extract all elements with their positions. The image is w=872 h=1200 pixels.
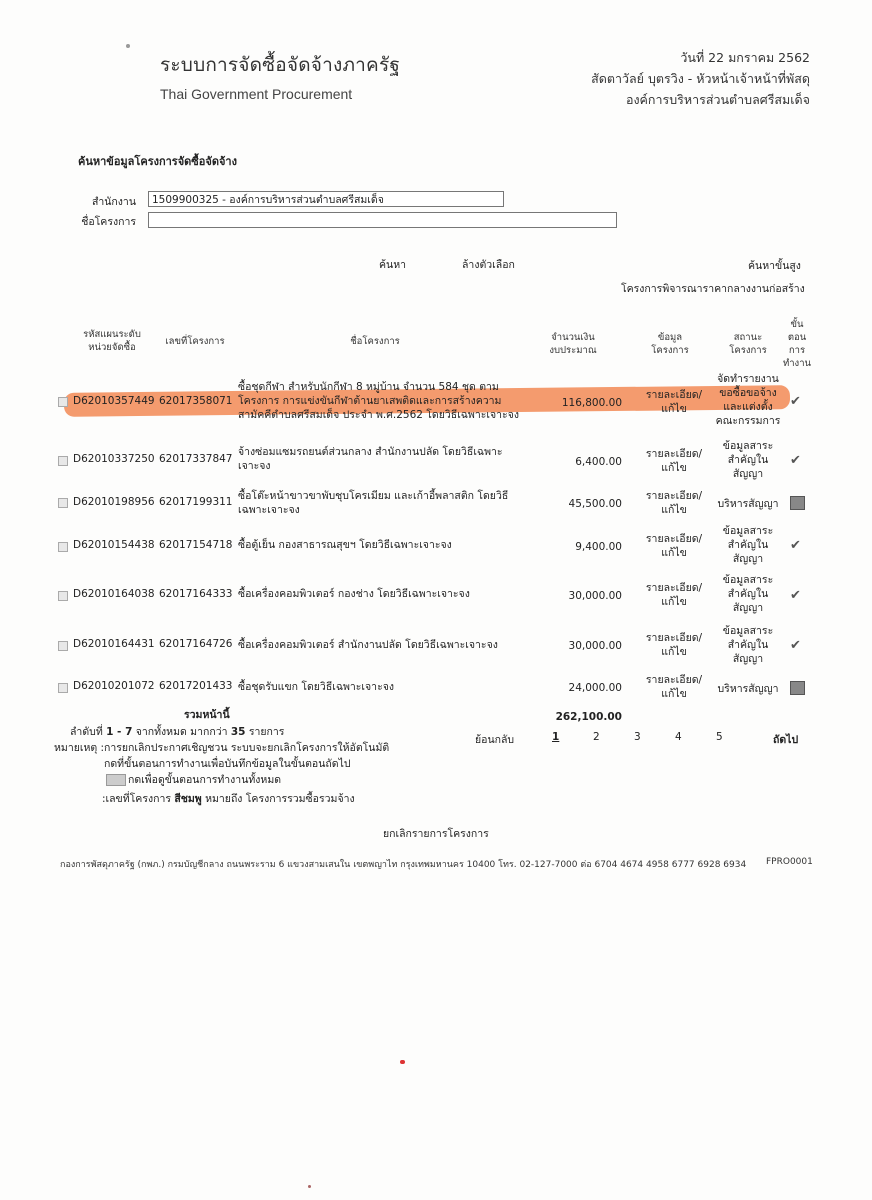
check-icon[interactable]: ✔ [790,453,801,468]
header-info: ข้อมูล โครงการ [651,332,689,356]
row-checkbox[interactable] [58,397,68,407]
budget-amount: 30,000.00 [568,590,622,602]
check-icon[interactable]: ✔ [790,588,801,603]
budget-amount: 24,000.00 [568,682,622,694]
project-name: ซื้อชุดกีฬา สำหรับนักกีฬา 8 หมู่บ้าน จำนวน 584 ชุด ตาม โครงการ การแข่งขันกีฬาต้านยาเสพติดและการสร้างความ สามัคคีตำบลศรีสมเด็จ ประจำ พ.ศ.2562 โดยวิธีเฉพาะเจาะจง [238,381,519,421]
note-line-2: กดที่ขั้นตอนการทำงานเพื่อบันทึกข้อมูลในขั้นตอนถัดไป [104,758,351,770]
project-name: ซื้อเครื่องคอมพิวเตอร์ สำนักงานปลัด โดยวิธีเฉพาะเจาะจง [238,639,498,651]
agency-select[interactable]: 1509900325 - องค์การบริหารส่วนตำบลศรีสมเด็จ [148,191,504,207]
project-name-label: ชื่อโครงการ [81,216,136,228]
project-name: ซื้อชุดรับแขก โดยวิธีเฉพาะเจาะจง [238,681,394,693]
search-section-title: ค้นหาข้อมูลโครงการจัดซื้อจัดจ้าง [78,155,237,168]
project-name: ซื้อเครื่องคอมพิวเตอร์ กองช่าง โดยวิธีเฉพาะเจาะจง [238,588,470,600]
note-line-4: :เลขที่โครงการ สีชมพู หมายถึง โครงการรวมซื้อรวมจ้าง [102,793,355,805]
clear-button[interactable]: ล้างตัวเลือก [462,259,515,271]
plan-code-link[interactable]: D62010164431 [73,638,155,650]
page-3-link[interactable]: 3 [634,731,641,743]
total-label: รวมหน้านี้ [184,709,230,721]
row-checkbox[interactable] [58,542,68,552]
project-name-input[interactable] [148,212,617,228]
system-name-en: Thai Government Procurement [160,86,353,102]
page-4-link[interactable]: 4 [675,731,682,743]
project-no: 62017164333 [159,588,233,600]
budget-amount: 30,000.00 [568,640,622,652]
dust-speck [126,44,130,48]
status-text: บริหารสัญญา [717,683,779,695]
details-edit-link[interactable]: รายละเอียด/ แก้ไข [645,448,703,474]
project-no: 62017358071 [159,395,233,407]
cancel-projects-link[interactable]: ยกเลิกรายการโครงการ [383,828,489,840]
back-link[interactable]: ย้อนกลับ [475,734,515,746]
status-text: ข้อมูลสาระ สำคัญใน สัญญา [722,525,774,565]
note-line-1: การยกเลิกประกาศเชิญชวน ระบบจะยกเลิกโครงการให้อัตโนมัติ [104,742,390,754]
total-amount: 262,100.00 [555,711,622,723]
status-text: ข้อมูลสาระ สำคัญใน สัญญา [722,625,774,665]
project-no: 62017154718 [159,539,233,551]
page-5-link[interactable]: 5 [716,731,723,743]
notes-label: หมายเหตุ : [54,742,105,754]
status-text: ข้อมูลสาระ สำคัญใน สัญญา [722,440,774,480]
status-text: บริหารสัญญา [717,498,779,510]
footer-address: กองการพัสดุภาครัฐ (กพภ.) กรมบัญชีกลาง ถนนพระราม 6 แขวงสามเสนใน เขตพญาไท กรุงเทพมหานคร 10400 โทร. 02-127-7000 ต่อ 6704 4674 4958 6777 6928 6934 [60,860,747,870]
budget-amount: 45,500.00 [568,498,622,510]
status-text: จัดทำรายงาน ขอซื้อขอจ้าง และแต่งตั้ง คณะกรรมการ [715,373,781,427]
plan-code-link[interactable]: D62010201072 [73,680,155,692]
row-checkbox[interactable] [58,591,68,601]
plan-code-link[interactable]: D62010198956 [73,496,155,508]
red-speck [308,1185,311,1188]
advanced-search-link[interactable]: ค้นหาขั้นสูง [748,260,801,272]
budget-amount: 6,400.00 [575,456,622,468]
header-status: สถานะ โครงการ [729,332,767,356]
header-org: องค์การบริหารส่วนตำบลศรีสมเด็จ [625,92,810,107]
pagination-summary: ลำดับที่ 1 - 7 จากทั้งหมด มากกว่า 35 รายการ [70,726,285,738]
plan-code-link[interactable]: D62010154438 [73,539,155,551]
footer-code: FPRO0001 [766,857,813,867]
details-edit-link[interactable]: รายละเอียด/ แก้ไข [645,632,703,658]
median-price-link[interactable]: โครงการพิจารณาราคากลางงานก่อสร้าง [621,283,805,295]
header-date: วันที่ 22 มกราคม 2562 [680,50,810,65]
agency-label: สำนักงาน [91,196,136,208]
row-checkbox[interactable] [58,683,68,693]
plan-code-link[interactable]: D62010357449 [73,395,155,407]
project-name: จ้างซ่อมแซมรถยนต์ส่วนกลาง สำนักงานปลัด โดยวิธีเฉพาะ เจาะจง [238,446,503,472]
check-icon[interactable]: ✔ [790,394,801,409]
workflow-icon [106,774,126,786]
check-icon[interactable]: ✔ [790,638,801,653]
row-checkbox[interactable] [58,456,68,466]
budget-amount: 9,400.00 [575,541,622,553]
red-speck [400,1060,405,1064]
plan-code-link[interactable]: D62010164038 [73,588,155,600]
page-1-link[interactable]: 1 [552,731,560,743]
check-icon[interactable]: ✔ [790,538,801,553]
project-no: 62017201433 [159,680,233,692]
header-budget: จำนวนเงิน งบประมาณ [549,332,597,356]
manage-contract-icon[interactable] [790,681,805,695]
page-2-link[interactable]: 2 [593,731,600,743]
project-no: 62017337847 [159,453,233,465]
details-edit-link[interactable]: รายละเอียด/ แก้ไข [645,389,703,415]
project-name: ซื้อตู้เย็น กองสาธารณสุขฯ โดยวิธีเฉพาะเจาะจง [238,539,452,551]
project-no: 62017199311 [159,496,233,508]
row-checkbox[interactable] [58,641,68,651]
header-user: สัดตาวัลย์ บุตรวิง - หัวหน้าเจ้าหน้าที่พัสดุ [591,71,810,86]
search-button[interactable]: ค้นหา [379,259,407,271]
details-edit-link[interactable]: รายละเอียด/ แก้ไข [645,582,703,608]
header-plan-code: รหัสแผนระดับ หน่วยจัดซื้อ [83,329,141,353]
next-link[interactable]: ถัดไป [773,734,799,746]
note-line-3: กดเพื่อดูขั้นตอนการทำงานทั้งหมด [128,774,282,786]
details-edit-link[interactable]: รายละเอียด/ แก้ไข [645,674,703,700]
status-text: ข้อมูลสาระ สำคัญใน สัญญา [722,574,774,614]
system-name-th: ระบบการจัดซื้อจัดจ้างภาครัฐ [160,54,401,76]
manage-contract-icon[interactable] [790,496,805,510]
project-name: ซื้อโต๊ะหน้าขาวขาพับชุบโครเมียม และเก้าอี้พลาสติก โดยวิธี เฉพาะเจาะจง [238,490,509,516]
plan-code-link[interactable]: D62010337250 [73,453,155,465]
budget-amount: 116,800.00 [561,397,622,409]
header-project-name: ชื่อโครงการ [350,336,400,347]
header-step: ขั้น ตอน การ ทำงาน [782,319,812,369]
header-project-no: เลขที่โครงการ [165,336,225,347]
row-checkbox[interactable] [58,498,68,508]
details-edit-link[interactable]: รายละเอียด/ แก้ไข [645,533,703,559]
details-edit-link[interactable]: รายละเอียด/ แก้ไข [645,490,703,516]
project-no: 62017164726 [159,638,233,650]
